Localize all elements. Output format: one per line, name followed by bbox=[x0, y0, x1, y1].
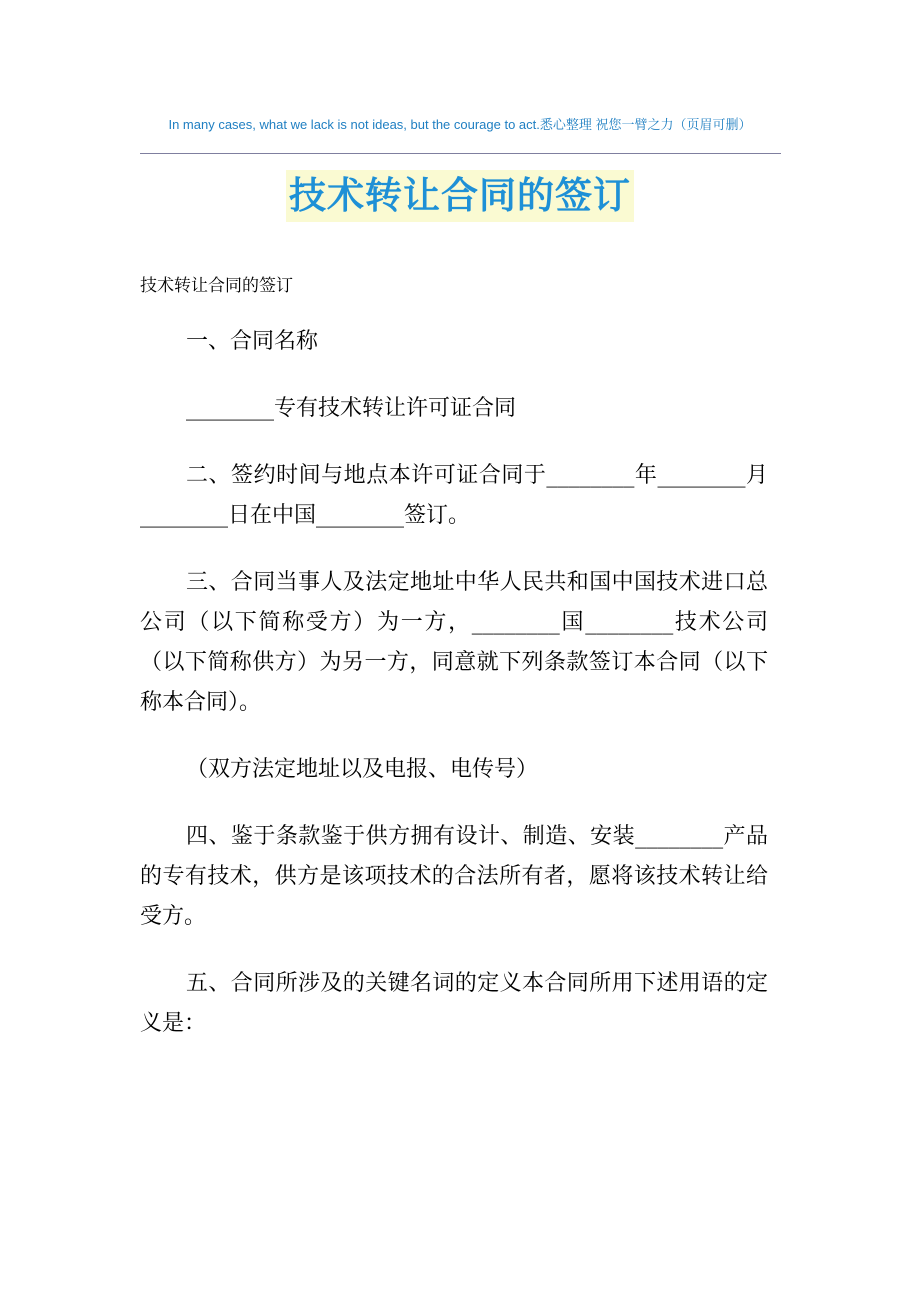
title-container bbox=[0, 170, 920, 222]
paragraph: 一、合同名称 bbox=[186, 329, 319, 354]
paragraph: （双方法定地址以及电报、电传号） bbox=[186, 757, 539, 782]
page-header-text: In many cases, what we lack is not ideas, but the courage to act.悉心整理 祝您一臂之力（页眉可删） bbox=[168, 117, 752, 132]
paragraph: 三、合同当事人及法定地址中华人民共和国中国技术进口总公司（以下简称受方）为一方，________国________技术公司（以下简称供方）为另一方，同意就下列条款签订本合同（以下称本合同）。 bbox=[140, 570, 768, 715]
paragraph: ________专有技术转让许可证合同 bbox=[186, 396, 517, 421]
document-title: 技术转让合同的签订 bbox=[286, 170, 634, 222]
paragraph: 二、签约时间与地点本许可证合同于________年________月________日在中国________签订。 bbox=[140, 463, 768, 528]
paragraph: 四、鉴于条款鉴于供方拥有设计、制造、安装________产品的专有技术，供方是该项技术的合法所有者，愿将该技术转让给受方。 bbox=[140, 824, 768, 929]
header-divider bbox=[140, 153, 781, 154]
document-subtitle: 技术转让合同的签订 bbox=[140, 276, 293, 296]
document-body bbox=[140, 322, 768, 1071]
paragraph: 五、合同所涉及的关键名词的定义本合同所用下述用语的定义是： bbox=[140, 971, 768, 1036]
